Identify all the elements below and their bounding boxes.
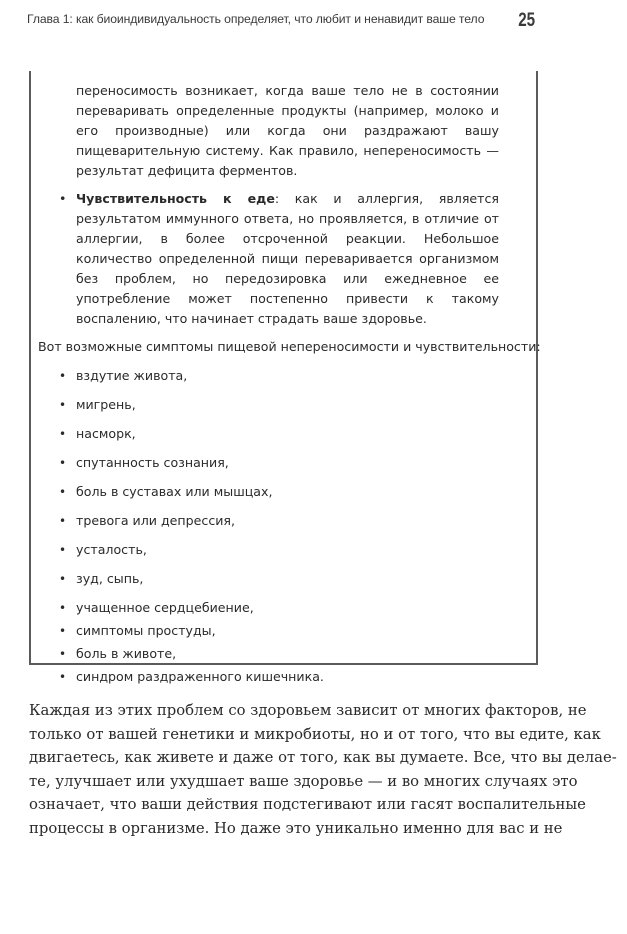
sensitivity-definition: : как и аллергия, является результатом иммунного ответа, но проявляется, в отличие от аллергии, в более отсроченной реакции. Небольшое количество определенной пищи переваривается организмом без проблем, но передозировка или ежедневное ее употребление может постепенно привести к такому воспалению, что начинает страдать ваше здоровье. (76, 191, 499, 326)
list-item (33, 511, 499, 531)
symptoms-intro: Вот возможные симптомы пищевой непереносимости и чувствительности: (38, 339, 541, 354)
sidebar-content (33, 81, 541, 687)
body-line: только от вашей генетики и микробиоты, но и от того, что вы едите, как (29, 725, 601, 743)
body-line: двигаетесь, как живете и даже от того, как вы думаете. Все, что вы делае- (29, 749, 617, 767)
sensitivity-term: Чувствительность к еде (76, 191, 275, 206)
symptom-text: боль в животе, (76, 646, 177, 661)
body-line: процессы в организме. Но даже это уникально именно для вас и не (29, 819, 563, 837)
list-item (33, 366, 499, 386)
bullet: • (59, 624, 67, 638)
body-line: означает, что ваши действия подстегивают или гасят воспалительные (29, 796, 586, 814)
bullet: • (59, 543, 67, 557)
bullet: • (59, 456, 67, 470)
body-paragraph (29, 699, 617, 841)
list-item (33, 667, 499, 687)
bullet: • (59, 398, 67, 412)
list-item (33, 424, 499, 444)
symptom-text: учащенное сердцебиение, (76, 600, 254, 615)
list-item (33, 621, 499, 641)
continued-paragraph: переносимость возникает, когда ваше тело не в состоянии переваривать определенные продукты (например, молоко и его производные) или когда они раздражают вашу пищеварительную систему. Как правило, непереносимость — результат дефицита ферментов. (76, 83, 499, 178)
list-item (33, 644, 499, 664)
symptom-text: тревога или депрессия, (76, 513, 236, 528)
list-item (33, 540, 499, 560)
symptom-text: зуд, сыпь, (76, 571, 144, 586)
symptom-text: вздутие живота, (76, 368, 188, 383)
symptom-text: боль в суставах или мышцах, (76, 484, 273, 499)
symptom-text: насморк, (76, 426, 136, 441)
bullet: • (59, 427, 67, 441)
symptom-list (33, 366, 499, 687)
bullet: • (59, 514, 67, 528)
symptom-text: синдром раздраженного кишечника. (76, 669, 324, 684)
sensitivity-item (33, 189, 499, 329)
bullet: • (59, 647, 67, 661)
running-head: Глава 1: как биоиндивидуальность определяет, что любит и ненавидит ваше тело (27, 12, 485, 26)
sidebar-box (29, 71, 541, 684)
list-item (33, 598, 499, 618)
body-line: те, улучшает или ухудшает ваше здоровье — и во многих случаях это (29, 772, 578, 790)
list-item (33, 453, 499, 473)
list-item (33, 482, 499, 502)
list-item (33, 395, 499, 415)
symptom-text: спутанность сознания, (76, 455, 229, 470)
symptom-text: усталость, (76, 542, 147, 557)
page-number: 25 (518, 10, 535, 31)
bullet: • (59, 601, 67, 615)
bullet: • (59, 485, 67, 499)
list-item (33, 569, 499, 589)
bullet: • (59, 191, 67, 206)
body-line: Каждая из этих проблем со здоровьем зависит от многих факторов, не (29, 702, 587, 719)
bullet: • (59, 369, 67, 383)
symptom-text: симптомы простуды, (76, 623, 216, 638)
bullet: • (59, 572, 67, 586)
bullet: • (59, 670, 67, 684)
symptom-text: мигрень, (76, 397, 136, 412)
